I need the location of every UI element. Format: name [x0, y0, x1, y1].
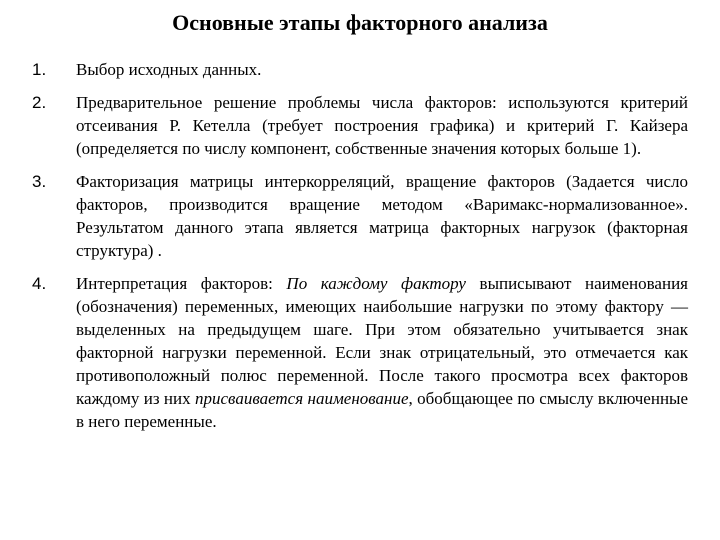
- item-text-part: Факторизация матрицы интеркорреляций, вращение факторов (Задается число факторов, производится вращение методом «Варимакс-нормализованное». Результатом данного этапа является матрица факторных нагрузок (факторная структура) .: [76, 172, 688, 260]
- item-text-emphasis: По каждому фактору: [286, 274, 466, 293]
- item-text: [76, 272, 688, 433]
- item-text-part: выписывают наименования (обозначения) переменных, имеющих наибольшие нагрузки по этому фактору — выделенных на предыдущем шаге. При этом обязательно учитывается знак факторной нагрузки переменной. Если знак отрицательный, это отмечается как противоположный полюс переменной. После такого просмотра всех факторов каждому из них: [76, 274, 688, 408]
- item-text-part: Предварительное решение проблемы числа факторов: используются критерий отсеивания Р. Кетелла (требует построения графика) и критерий Г. Кайзера (определяется по числу компонент, собственные значения которых больше 1).: [76, 93, 688, 158]
- item-number: 4.: [32, 274, 47, 293]
- steps-list: [32, 58, 688, 443]
- item-number: 3.: [32, 172, 47, 191]
- item-text: [76, 58, 688, 81]
- item-text: [76, 170, 688, 262]
- item-text-emphasis: присваивается наименование: [195, 389, 409, 408]
- list-item: [32, 91, 688, 160]
- item-text-part: , обобщающее по смыслу включенные в него переменные.: [76, 389, 689, 431]
- item-number: 1.: [32, 60, 47, 79]
- item-text: [76, 91, 688, 160]
- slide-title: Основные этапы факторного анализа: [172, 10, 548, 35]
- list-item: [32, 58, 688, 81]
- list-item: [32, 272, 688, 433]
- list-item: [32, 170, 688, 262]
- item-text-part: Интерпретация факторов:: [76, 274, 287, 293]
- item-number: 2.: [32, 93, 47, 112]
- item-text-part: Выбор исходных данных.: [76, 60, 262, 79]
